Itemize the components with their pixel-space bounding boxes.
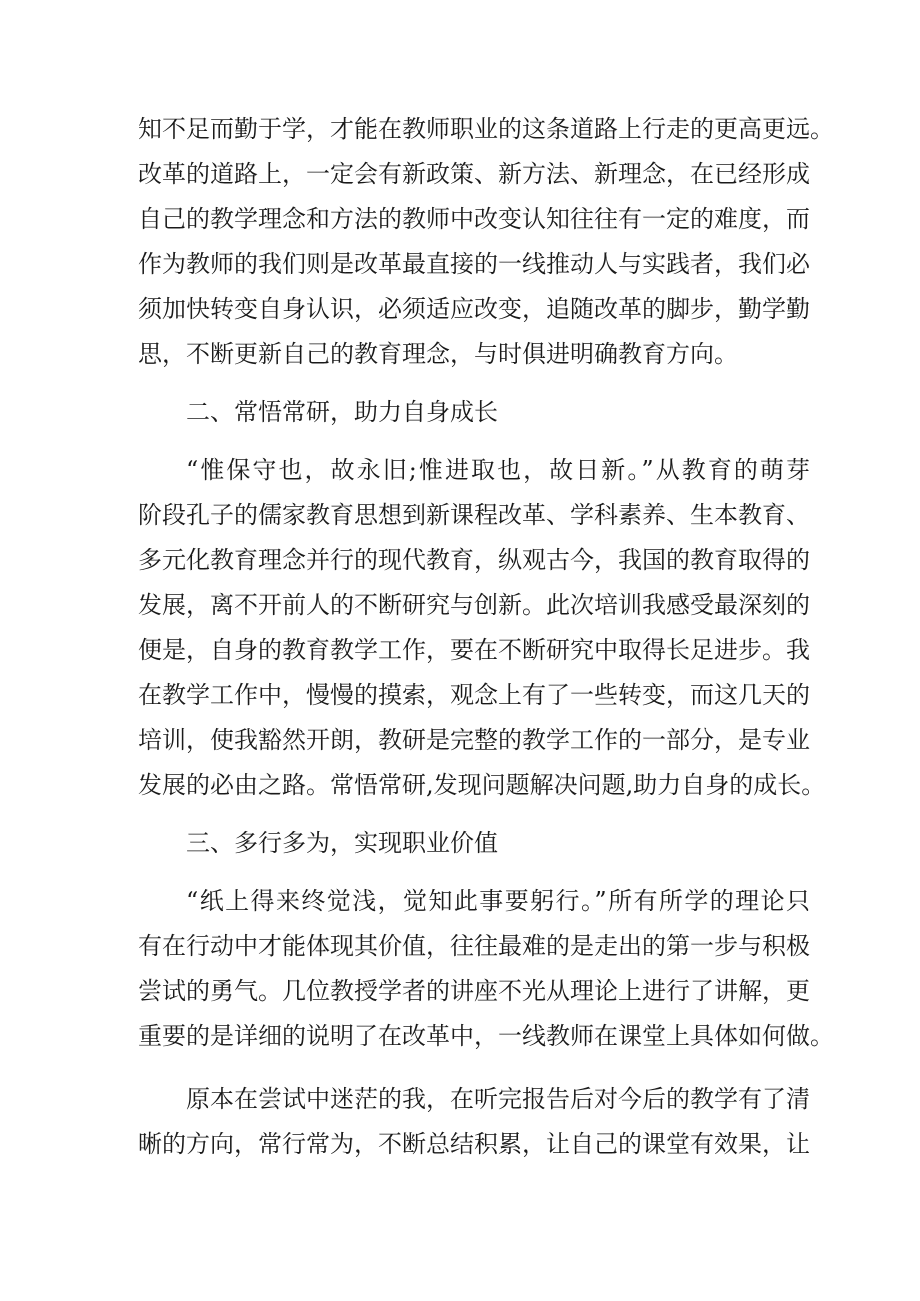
text-line: “惟保守也，故永旧;惟进取也，故日新。”从教育的萌芽	[186, 456, 810, 484]
document-page	[138, 107, 834, 1167]
text-line: 重要的是详细的说明了在改革中，一线教师在课堂上具体如何做。	[138, 1022, 834, 1050]
text-line: 有在行动中才能体现其价值，往往最难的是走出的第一步与积极	[138, 932, 810, 960]
section-heading-3: 三、多行多为，实现职业价值	[186, 829, 498, 857]
text-line: 原本在尝试中迷茫的我，在听完报告后对今后的教学有了清	[186, 1085, 810, 1113]
text-line: 须加快转变自身认识，必须适应改变，追随改革的脚步，勤学勤	[138, 295, 810, 323]
text-line: 作为教师的我们则是改革最直接的一线推动人与实践者，我们必	[138, 250, 810, 278]
text-line: 思，不断更新自己的教育理念，与时俱进明确教育方向。	[138, 340, 738, 368]
text-line: 晰的方向，常行常为，不断总结积累，让自己的课堂有效果，让	[138, 1130, 810, 1158]
paragraph-3	[138, 879, 834, 1059]
paragraph-1	[138, 107, 834, 377]
text-line: 自己的教学理念和方法的教师中改变认知往往有一定的难度，而	[138, 205, 810, 233]
paragraph-2	[138, 448, 826, 808]
text-line: 发展的必由之路。常悟常研,发现问题解决问题,助力自身的成长。	[138, 771, 826, 799]
text-line: 改革的道路上，一定会有新政策、新方法、新理念，在已经形成	[138, 160, 810, 188]
text-line: 发展，离不开前人的不断研究与创新。此次培训我感受最深刻的	[138, 591, 810, 619]
text-line: 知不足而勤于学，才能在教师职业的这条道路上行走的更高更远。	[138, 115, 834, 143]
paragraph-4	[138, 1077, 810, 1167]
text-line: “纸上得来终觉浅，觉知此事要躬行。”所有所学的理论只	[186, 887, 810, 915]
section-heading-2: 二、常悟常研，助力自身成长	[186, 398, 498, 426]
text-line: 阶段孔子的儒家教育思想到新课程改革、学科素养、生本教育、	[138, 501, 810, 529]
text-line: 便是，自身的教育教学工作，要在不断研究中取得长足进步。我	[138, 636, 810, 664]
text-line: 培训，使我豁然开朗，教研是完整的教学工作的一部分，是专业	[138, 726, 810, 754]
text-line: 多元化教育理念并行的现代教育，纵观古今，我国的教育取得的	[138, 546, 810, 574]
text-line: 尝试的勇气。几位教授学者的讲座不光从理论上进行了讲解，更	[138, 977, 810, 1005]
text-line: 在教学工作中，慢慢的摸索，观念上有了一些转变，而这几天的	[138, 681, 810, 709]
